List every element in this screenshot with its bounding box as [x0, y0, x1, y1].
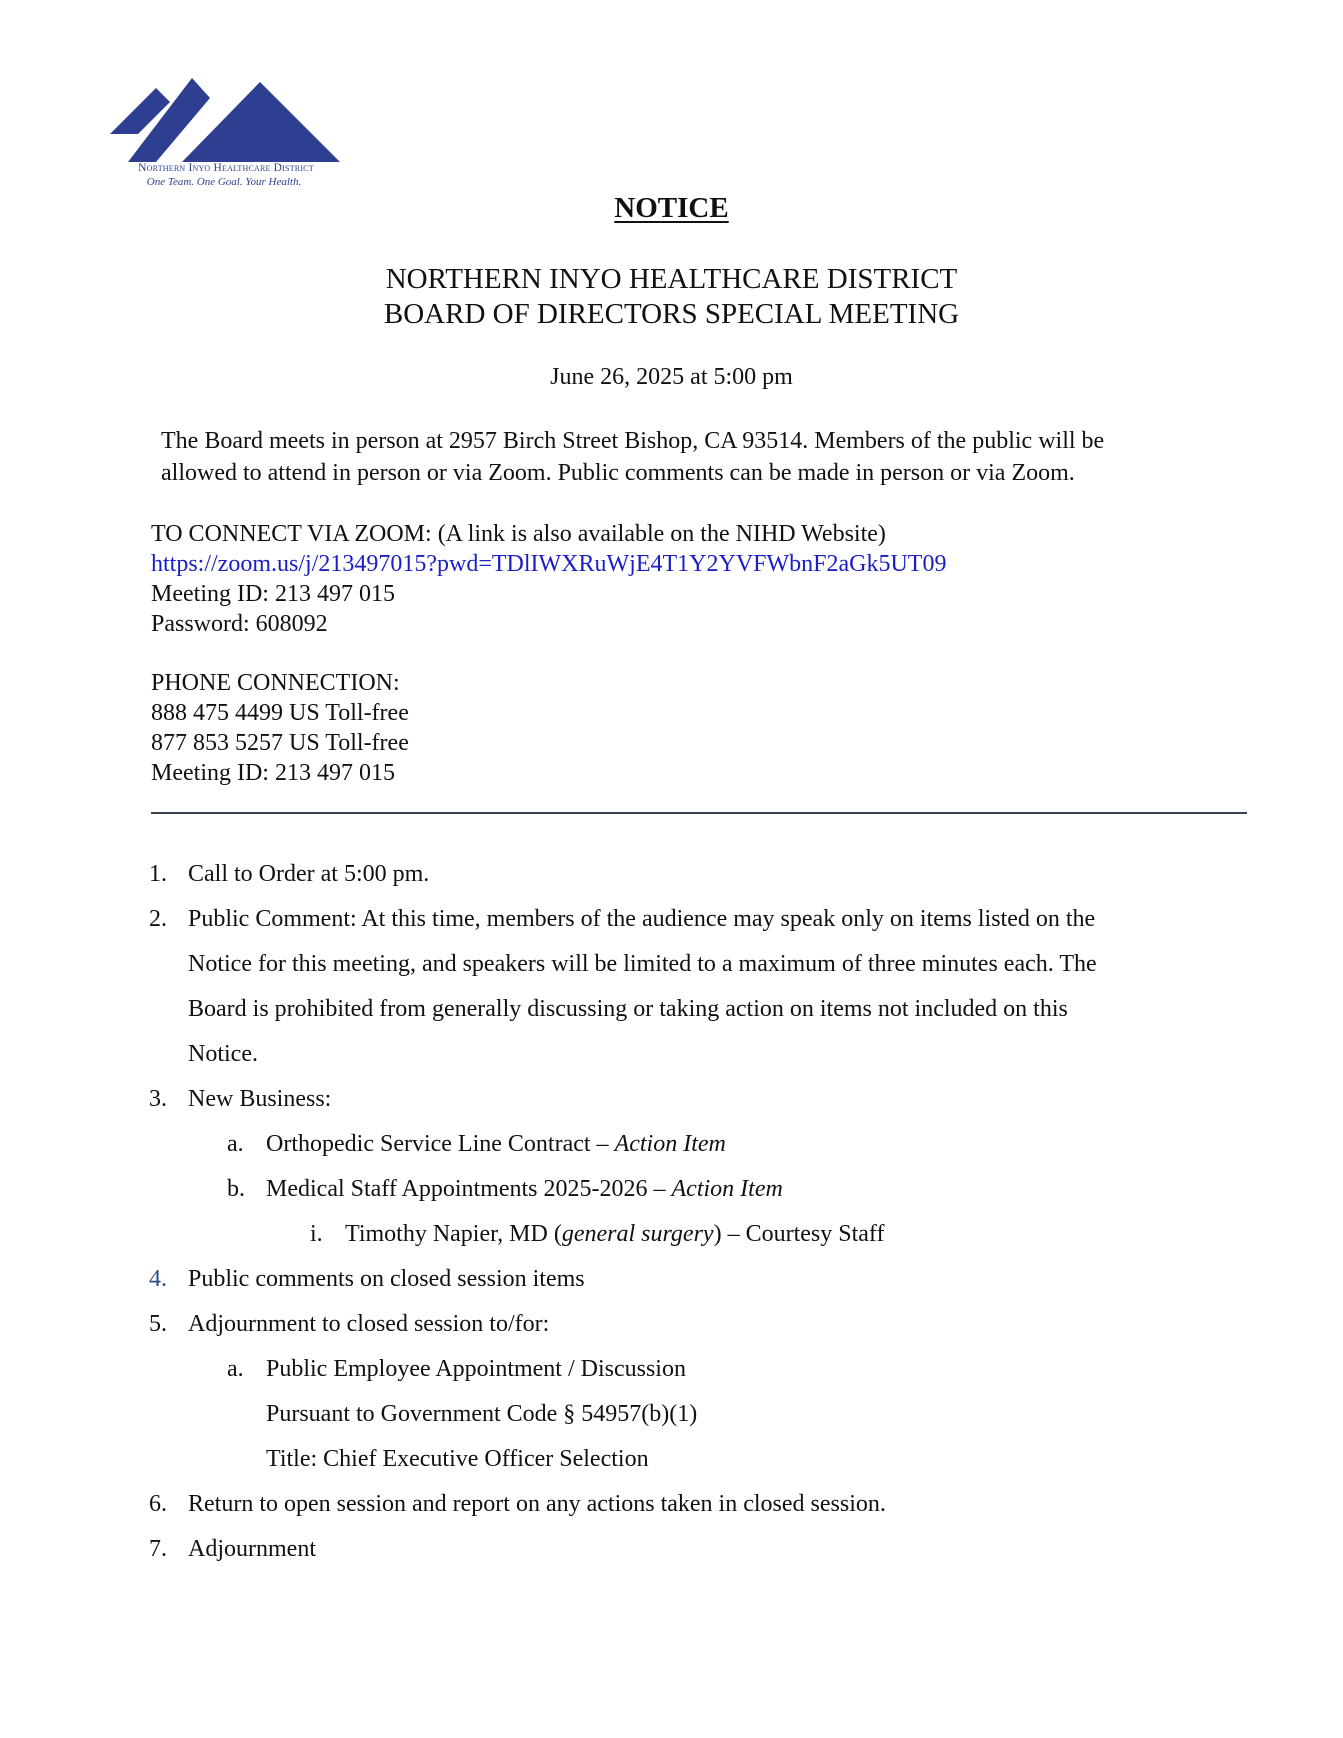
- position-title: Title: Chief Executive Officer Selection: [266, 1446, 649, 1472]
- phone-meeting-id: Meeting ID: 213 497 015: [151, 760, 395, 786]
- heading-district: NORTHERN INYO HEALTHCARE DISTRICT: [385, 263, 958, 295]
- agenda-number: 4.: [149, 1266, 167, 1292]
- agenda-number: 2.: [149, 906, 167, 932]
- agenda-number: 7.: [149, 1536, 167, 1562]
- meeting-date: June 26, 2025 at 5:00 pm: [550, 364, 793, 390]
- appointee-specialty: general surgery: [561, 1221, 714, 1247]
- sub-item-text: Public Employee Appointment / Discussion: [266, 1356, 686, 1382]
- phone-header: PHONE CONNECTION:: [151, 670, 400, 696]
- zoom-password: Password: 608092: [151, 611, 328, 637]
- agenda-text: Adjournment to closed session to/for:: [188, 1311, 550, 1337]
- sub-item-letter: a.: [227, 1356, 244, 1382]
- zoom-connection-block: [151, 519, 946, 639]
- logo-name: Northern Inyo Healthcare District: [138, 162, 314, 174]
- intro-paragraph: [161, 425, 1221, 489]
- intro-line-2: allowed to attend in person or via Zoom. Public comments can be made in person or via Zoom.: [161, 460, 1075, 486]
- agenda-number: 6.: [149, 1491, 167, 1517]
- district-logo: [108, 74, 340, 194]
- action-item-tag: Action Item: [671, 1176, 783, 1202]
- appointee-name: Timothy Napier, MD (: [345, 1221, 562, 1247]
- sub-item-roman: i.: [310, 1221, 323, 1247]
- section-divider: [151, 812, 1247, 814]
- agenda-text-line: Board is prohibited from generally discussing or taking action on items not included on this: [188, 996, 1068, 1022]
- notice-title-text: NOTICE: [614, 192, 729, 224]
- agenda-text: New Business:: [188, 1086, 332, 1112]
- agenda-text-line: Notice.: [188, 1041, 258, 1067]
- logo-tagline: One Team. One Goal. Your Health.: [146, 176, 302, 188]
- zoom-link[interactable]: https://zoom.us/j/213497015?pwd=TDlIWXRuWjE4T1Y2YVFWbnF2aGk5UT09: [151, 551, 947, 577]
- agenda-text: Public comments on closed session items: [188, 1266, 585, 1292]
- action-item-tag: Action Item: [614, 1131, 726, 1157]
- phone-number-1: 888 475 4499 US Toll-free: [151, 700, 409, 726]
- sub-item-text: Orthopedic Service Line Contract –: [266, 1131, 615, 1157]
- notice-title: [0, 192, 1343, 225]
- sub-item-text: Medical Staff Appointments 2025-2026 –: [266, 1176, 672, 1202]
- agenda-text: Call to Order at 5:00 pm.: [188, 861, 430, 887]
- mountain-logo-icon: [108, 74, 340, 164]
- agenda-number: 5.: [149, 1311, 167, 1337]
- agenda-text-line: Public Comment: At this time, members of the audience may speak only on items listed on the: [188, 906, 1096, 932]
- agenda-text: Return to open session and report on any actions taken in closed session.: [188, 1491, 886, 1517]
- phone-connection-block: [151, 668, 409, 788]
- zoom-meeting-id: Meeting ID: 213 497 015: [151, 581, 395, 607]
- appointee-category: ) – Courtesy Staff: [713, 1221, 885, 1247]
- agenda-text-line: Notice for this meeting, and speakers will be limited to a maximum of three minutes each. The: [188, 951, 1097, 977]
- intro-line-1: The Board meets in person at 2957 Birch Street Bishop, CA 93514. Members of the public will be: [161, 428, 1105, 454]
- agenda-number: 1.: [149, 861, 167, 887]
- sub-item-letter: a.: [227, 1131, 244, 1157]
- phone-number-2: 877 853 5257 US Toll-free: [151, 730, 409, 756]
- heading-meeting: BOARD OF DIRECTORS SPECIAL MEETING: [383, 298, 960, 330]
- sub-item-letter: b.: [227, 1176, 245, 1202]
- zoom-header: TO CONNECT VIA ZOOM: (A link is also available on the NIHD Website): [151, 521, 886, 547]
- legal-citation: Pursuant to Government Code § 54957(b)(1): [266, 1401, 698, 1427]
- agenda-text: Adjournment: [188, 1536, 316, 1562]
- agenda-number: 3.: [149, 1086, 167, 1112]
